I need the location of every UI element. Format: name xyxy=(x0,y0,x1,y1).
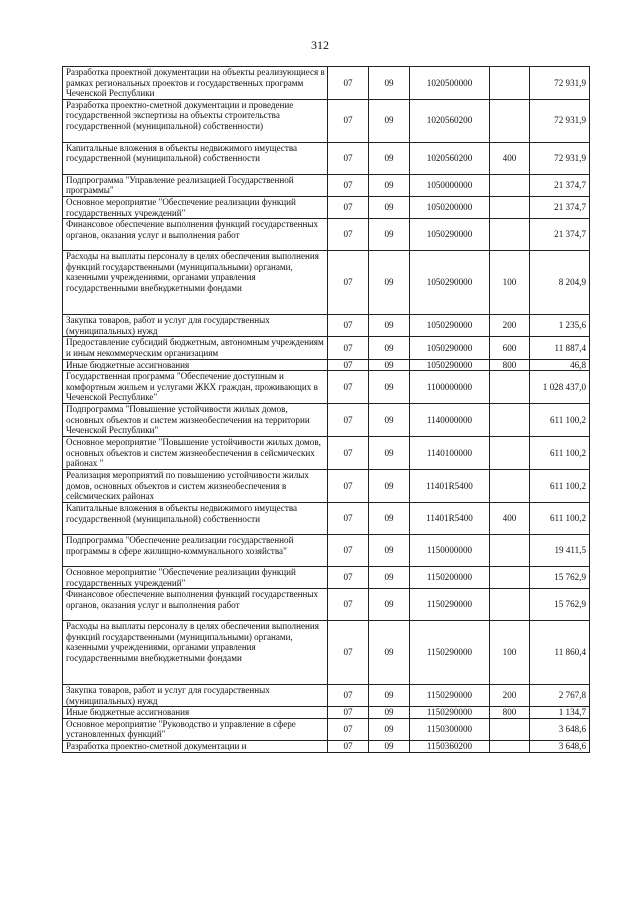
row-amount: 11 887,4 xyxy=(530,337,590,359)
table-row xyxy=(63,337,590,359)
row-amount: 611 100,2 xyxy=(530,469,590,502)
row-name: Расходы на выплаты персоналу в целях обеспечения выполнения функций государственными (муниципальными) органами, казенными учреждениями, органами управления государственными внебюджетными фондами xyxy=(63,621,328,685)
row-expense-type: 800 xyxy=(490,359,530,371)
row-target-code: 1150200000 xyxy=(410,566,490,588)
row-amount: 21 374,7 xyxy=(530,174,590,196)
row-section: 07 xyxy=(328,741,369,753)
row-target-code: 1150290000 xyxy=(410,707,490,719)
row-target-code: 1020560200 xyxy=(410,142,490,174)
row-amount: 19 411,5 xyxy=(530,534,590,566)
row-target-code: 1150360200 xyxy=(410,741,490,753)
row-subsection: 09 xyxy=(369,67,410,100)
row-section: 07 xyxy=(328,469,369,502)
row-section: 07 xyxy=(328,251,369,315)
row-name: Предоставление субсидий бюджетным, автономным учреждениям и иным некоммерческим организациям xyxy=(63,337,328,359)
row-amount: 72 931,9 xyxy=(530,67,590,100)
row-section: 07 xyxy=(328,707,369,719)
row-section: 07 xyxy=(328,436,369,469)
row-name: Иные бюджетные ассигнования xyxy=(63,707,328,719)
table-row xyxy=(63,315,590,337)
row-expense-type: 200 xyxy=(490,315,530,337)
row-expense-type: 100 xyxy=(490,251,530,315)
row-section: 07 xyxy=(328,142,369,174)
row-name: Основное мероприятие "Обеспечение реализации функций государственных учреждений" xyxy=(63,196,328,218)
row-subsection: 09 xyxy=(369,196,410,218)
row-subsection: 09 xyxy=(369,718,410,740)
row-expense-type: 400 xyxy=(490,142,530,174)
page-number: 312 xyxy=(311,38,329,52)
row-subsection: 09 xyxy=(369,436,410,469)
table-row xyxy=(63,404,590,437)
row-section: 07 xyxy=(328,404,369,437)
row-section: 07 xyxy=(328,534,369,566)
row-target-code: 11401R5400 xyxy=(410,469,490,502)
row-section: 07 xyxy=(328,621,369,685)
row-expense-type xyxy=(490,469,530,502)
table-row xyxy=(63,589,590,621)
row-target-code: 1050290000 xyxy=(410,315,490,337)
row-subsection: 09 xyxy=(369,621,410,685)
budget-table-body xyxy=(63,67,590,753)
row-name: Основное мероприятие "Обеспечение реализации функций государственных учреждений" xyxy=(63,566,328,588)
row-expense-type: 800 xyxy=(490,707,530,719)
row-target-code: 1150290000 xyxy=(410,685,490,707)
table-row xyxy=(63,142,590,174)
row-section: 07 xyxy=(328,589,369,621)
row-name: Подпрограмма "Обеспечение реализации государственной программы в сфере жилищно-коммунального хозяйства" xyxy=(63,534,328,566)
row-subsection: 09 xyxy=(369,359,410,371)
row-name: Подпрограмма "Управление реализацией Государственной программы" xyxy=(63,174,328,196)
row-amount: 11 860,4 xyxy=(530,621,590,685)
row-subsection: 09 xyxy=(369,685,410,707)
row-expense-type xyxy=(490,174,530,196)
row-amount: 3 648,6 xyxy=(530,718,590,740)
row-target-code: 1050290000 xyxy=(410,337,490,359)
table-row xyxy=(63,566,590,588)
row-target-code: 1140100000 xyxy=(410,436,490,469)
budget-table xyxy=(62,66,590,753)
row-target-code: 1020560200 xyxy=(410,99,490,142)
row-target-code: 1100000000 xyxy=(410,371,490,404)
row-amount: 8 204,9 xyxy=(530,251,590,315)
row-subsection: 09 xyxy=(369,589,410,621)
row-expense-type xyxy=(490,99,530,142)
row-amount: 72 931,9 xyxy=(530,142,590,174)
row-target-code: 1150290000 xyxy=(410,621,490,685)
row-amount: 21 374,7 xyxy=(530,219,590,251)
row-section: 07 xyxy=(328,371,369,404)
row-amount: 46,8 xyxy=(530,359,590,371)
row-expense-type: 600 xyxy=(490,337,530,359)
row-amount: 2 767,8 xyxy=(530,685,590,707)
row-target-code: 1150300000 xyxy=(410,718,490,740)
row-name: Расходы на выплаты персоналу в целях обеспечения выполнения функций государственными (муниципальными) органами, казенными учреждениями, органами управления государственными внебюджетными фондами xyxy=(63,251,328,315)
row-subsection: 09 xyxy=(369,219,410,251)
row-target-code: 1140000000 xyxy=(410,404,490,437)
table-row xyxy=(63,707,590,719)
row-amount: 611 100,2 xyxy=(530,404,590,437)
row-target-code: 1050290000 xyxy=(410,251,490,315)
row-subsection: 09 xyxy=(369,707,410,719)
row-name: Закупка товаров, работ и услуг для государственных (муниципальных) нужд xyxy=(63,315,328,337)
row-expense-type xyxy=(490,219,530,251)
row-name: Разработка проектно-сметной документации и проведение государственной экспертизы на объекты строительства государственной (муниципальной) собственности) xyxy=(63,99,328,142)
row-expense-type xyxy=(490,589,530,621)
row-amount: 21 374,7 xyxy=(530,196,590,218)
row-section: 07 xyxy=(328,718,369,740)
row-section: 07 xyxy=(328,502,369,534)
row-name: Основное мероприятие "Руководство и управление в сфере установленных функций" xyxy=(63,718,328,740)
row-expense-type xyxy=(490,534,530,566)
row-name: Финансовое обеспечение выполнения функций государственных органов, оказания услуг и выполнения работ xyxy=(63,589,328,621)
row-section: 07 xyxy=(328,99,369,142)
row-subsection: 09 xyxy=(369,566,410,588)
row-section: 07 xyxy=(328,315,369,337)
table-row xyxy=(63,371,590,404)
row-subsection: 09 xyxy=(369,174,410,196)
row-name: Разработка проектно-сметной документации и xyxy=(63,741,328,753)
row-subsection: 09 xyxy=(369,502,410,534)
row-amount: 1 235,6 xyxy=(530,315,590,337)
row-subsection: 09 xyxy=(369,404,410,437)
table-row xyxy=(63,534,590,566)
row-target-code: 11401R5400 xyxy=(410,502,490,534)
row-expense-type xyxy=(490,196,530,218)
row-subsection: 09 xyxy=(369,741,410,753)
table-row xyxy=(63,67,590,100)
row-target-code: 1050290000 xyxy=(410,359,490,371)
table-row xyxy=(63,174,590,196)
table-row xyxy=(63,219,590,251)
row-amount: 15 762,9 xyxy=(530,566,590,588)
row-target-code: 1050290000 xyxy=(410,219,490,251)
row-name: Разработка проектной документации на объекты реализующиеся в рамках региональных проектов и государственных программ Чеченской Республики xyxy=(63,67,328,100)
row-expense-type xyxy=(490,436,530,469)
row-name: Реализация мероприятий по повышению устойчивости жилых домов, основных объектов и систем жизнеобеспечения в сейсмических районах xyxy=(63,469,328,502)
row-expense-type xyxy=(490,566,530,588)
table-row xyxy=(63,251,590,315)
row-amount: 611 100,2 xyxy=(530,436,590,469)
row-target-code: 1150290000 xyxy=(410,589,490,621)
row-section: 07 xyxy=(328,566,369,588)
row-expense-type xyxy=(490,741,530,753)
row-name: Иные бюджетные ассигнования xyxy=(63,359,328,371)
row-target-code: 1050200000 xyxy=(410,196,490,218)
row-amount: 611 100,2 xyxy=(530,502,590,534)
table-row xyxy=(63,502,590,534)
row-section: 07 xyxy=(328,337,369,359)
row-subsection: 09 xyxy=(369,99,410,142)
row-amount: 72 931,9 xyxy=(530,99,590,142)
row-expense-type: 400 xyxy=(490,502,530,534)
row-section: 07 xyxy=(328,174,369,196)
row-name: Государственная программа "Обеспечение доступным и комфортным жильем и услугами ЖКХ граждан, проживающих в Чеченской Республике" xyxy=(63,371,328,404)
table-row xyxy=(63,99,590,142)
row-section: 07 xyxy=(328,359,369,371)
row-section: 07 xyxy=(328,67,369,100)
table-row xyxy=(63,196,590,218)
table-row xyxy=(63,741,590,753)
row-subsection: 09 xyxy=(369,371,410,404)
row-section: 07 xyxy=(328,685,369,707)
row-section: 07 xyxy=(328,196,369,218)
row-section: 07 xyxy=(328,219,369,251)
row-expense-type xyxy=(490,718,530,740)
row-amount: 1 028 437,0 xyxy=(530,371,590,404)
row-expense-type: 200 xyxy=(490,685,530,707)
row-target-code: 1050000000 xyxy=(410,174,490,196)
row-name: Капитальные вложения в объекты недвижимого имущества государственной (муниципальной) собственности xyxy=(63,142,328,174)
row-amount: 1 134,7 xyxy=(530,707,590,719)
row-subsection: 09 xyxy=(369,315,410,337)
row-name: Закупка товаров, работ и услуг для государственных (муниципальных) нужд xyxy=(63,685,328,707)
row-subsection: 09 xyxy=(369,337,410,359)
row-target-code: 1020500000 xyxy=(410,67,490,100)
table-row xyxy=(63,718,590,740)
row-expense-type xyxy=(490,371,530,404)
row-amount: 3 648,6 xyxy=(530,741,590,753)
row-target-code: 1150000000 xyxy=(410,534,490,566)
table-row xyxy=(63,685,590,707)
row-amount: 15 762,9 xyxy=(530,589,590,621)
row-subsection: 09 xyxy=(369,534,410,566)
row-name: Основное мероприятие "Повышение устойчивости жилых домов, основных объектов и систем жизнеобеспечения в сейсмических районах " xyxy=(63,436,328,469)
row-subsection: 09 xyxy=(369,251,410,315)
table-row xyxy=(63,621,590,685)
row-name: Подпрограмма "Повышение устойчивости жилых домов, основных объектов и систем жизнеобеспечения на территории Чеченской Республики" xyxy=(63,404,328,437)
row-expense-type xyxy=(490,404,530,437)
row-subsection: 09 xyxy=(369,142,410,174)
row-subsection: 09 xyxy=(369,469,410,502)
row-expense-type xyxy=(490,67,530,100)
table-row xyxy=(63,469,590,502)
table-row xyxy=(63,359,590,371)
row-name: Финансовое обеспечение выполнения функций государственных органов, оказания услуг и выполнения работ xyxy=(63,219,328,251)
table-row xyxy=(63,436,590,469)
row-expense-type: 100 xyxy=(490,621,530,685)
row-name: Капитальные вложения в объекты недвижимого имущества государственной (муниципальной) собственности xyxy=(63,502,328,534)
